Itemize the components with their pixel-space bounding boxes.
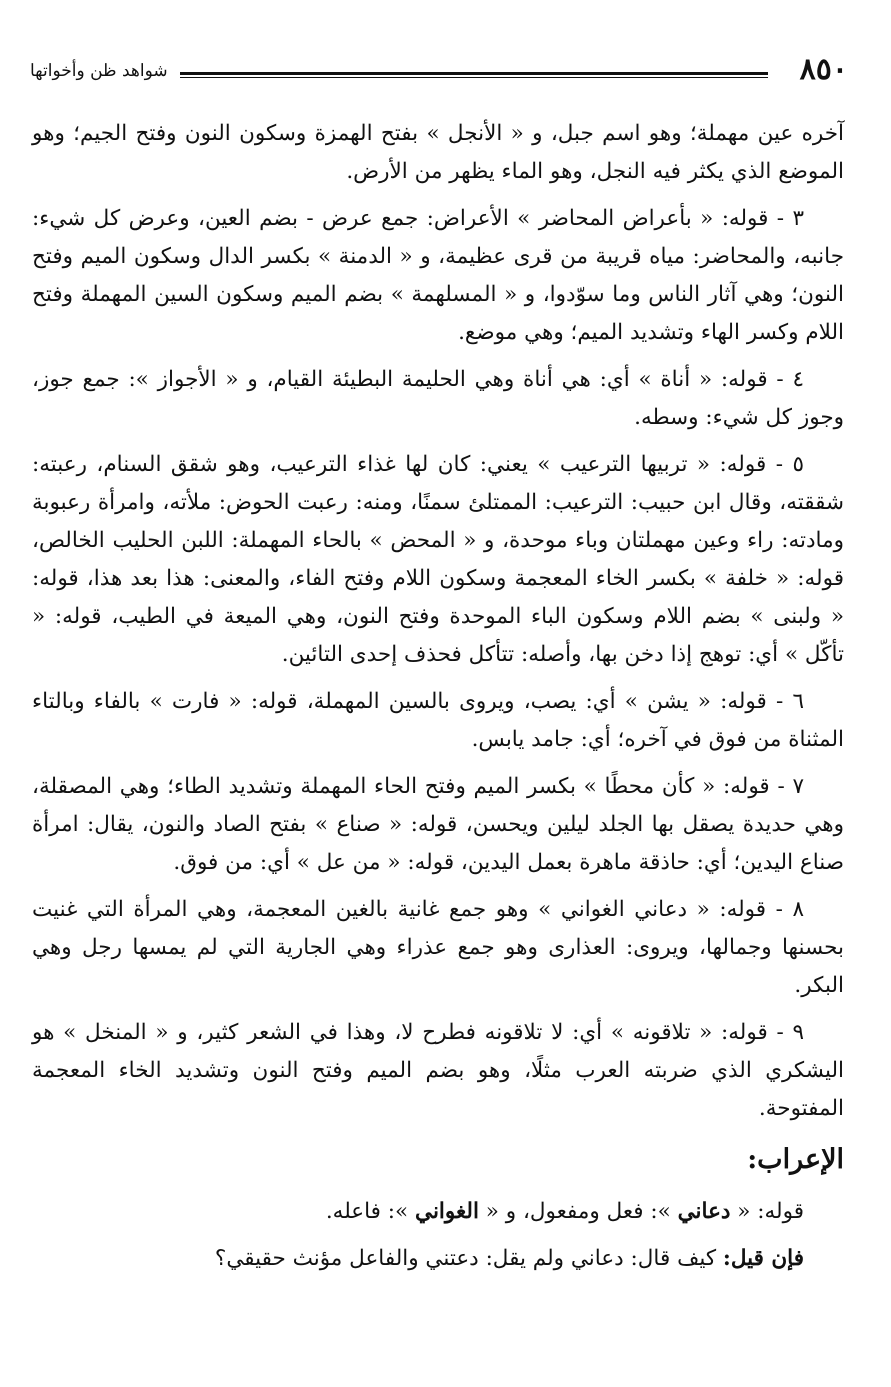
running-title: شواهد ظن وأخواتها: [30, 61, 168, 81]
header-rule: [180, 72, 768, 78]
irab-line-1-prefix: قوله: «: [730, 1199, 804, 1224]
note-3: ٣ - قوله: « بأعراض المحاضر » الأعراض: جمع عرض - بضم العين، وعرض كل شيء: جانبه، والمحاضر: مياه قريبة من قرى عظيمة، و « الدمنة » بكسر الدال وسكون الميم وفتح النون؛ وهي آثار الناس وما سوّدوا، و « المسلهمة » بضم الميم وسكون السين المهملة وفتح اللام وكسر الهاء وتشديد الميم؛ وهي موضع.: [32, 206, 844, 345]
section-heading-irab: الإعراب:: [747, 1144, 844, 1175]
note-5: ٥ - قوله: « تربيها الترعيب » يعني: كان لها غذاء الترعيب، وهو شقق السنام، رعبته: شققته، وقال ابن حبيب: الترعيب: الممتلئ سمنًا، ومنه: رعبت الحوض: ملأته، وامرأة رعبوبة ومادته: راء وعين مهملتان وباء موحدة، و « المحض » بالحاء المهملة: اللبن الحليب الخالص، قوله: « خلفة » بكسر الخاء المعجمة وسكون اللام وفتح الفاء، والمعنى: هذا بعد هذا، قوله: « ولبنى » بضم اللام وسكون الباء الموحدة وفتح النون، وهي الميعة في الطيب، قوله: « تأكّل » أي: توهج إذا دخن بها، وأصله: تتأكل فحذف إحدى التائين.: [32, 452, 844, 667]
irab-line-1-middle: »: فعل ومفعول، و «: [478, 1199, 678, 1224]
page-number: ٨٥٠: [799, 52, 848, 87]
paragraph-continuation: آخره عين مهملة؛ وهو اسم جبل، و « الأنجل » بفتح الهمزة وسكون النون وفتح الجيم؛ وهو الموضع الذي يكثر فيه النجل، وهو الماء يظهر من الأرض.: [32, 121, 844, 184]
page-body: [32, 115, 844, 1287]
irab-question-lead: فإن قيل:: [722, 1246, 804, 1271]
irab-line-2: [32, 1240, 844, 1278]
note-6: ٦ - قوله: « يشن » أي: يصب، ويروى بالسين المهملة، قوله: « فارت » بالفاء وبالتاء المثناة من فوق في آخره؛ أي: جامد يابس.: [32, 689, 844, 752]
note-9: ٩ - قوله: « تلاقونه » أي: لا تلاقونه فطرح لا، وهذا في الشعر كثير، و « المنخل » هو اليشكري الذي ضربته العرب مثلًا، وهو بضم الميم وفتح النون وتشديد الخاء المعجمة المفتوحة.: [32, 1020, 844, 1121]
note-8: ٨ - قوله: « دعاني الغواني » وهو جمع غانية بالغين المعجمة، وهي المرأة التي غنيت بحسنها وجمالها، ويروى: العذارى وهو جمع عذراء وهي الجارية التي لم يمسها رجل وهي البكر.: [32, 897, 844, 998]
irab-word-daani: دعاني: [677, 1199, 731, 1224]
irab-question-text: كيف قال: دعاني ولم يقل: دعتني والفاعل مؤنث حقيقي؟: [214, 1246, 723, 1271]
page-header: [30, 50, 848, 90]
irab-word-ghawani: الغواني: [415, 1199, 479, 1224]
note-4: ٤ - قوله: « أناة » أي: هي أناة وهي الحليمة البطيئة القيام، و « الأجواز »: جمع جوز، وجوز كل شيء: وسطه.: [32, 367, 844, 430]
irab-line-1-suffix: »: فاعله.: [325, 1199, 416, 1224]
note-7: ٧ - قوله: « كأن محطًا » بكسر الميم وفتح الحاء المهملة وتشديد الطاء؛ وهي المصقلة، وهي حديدة يصقل بها الجلد ليلين ويحسن، قوله: « صناع » بفتح الصاد والنون، يقال: امرأة صناع اليدين؛ أي: حاذقة ماهرة بعمل اليدين، قوله: « من عل » أي: من فوق.: [32, 774, 844, 875]
irab-line-1: [32, 1193, 844, 1231]
